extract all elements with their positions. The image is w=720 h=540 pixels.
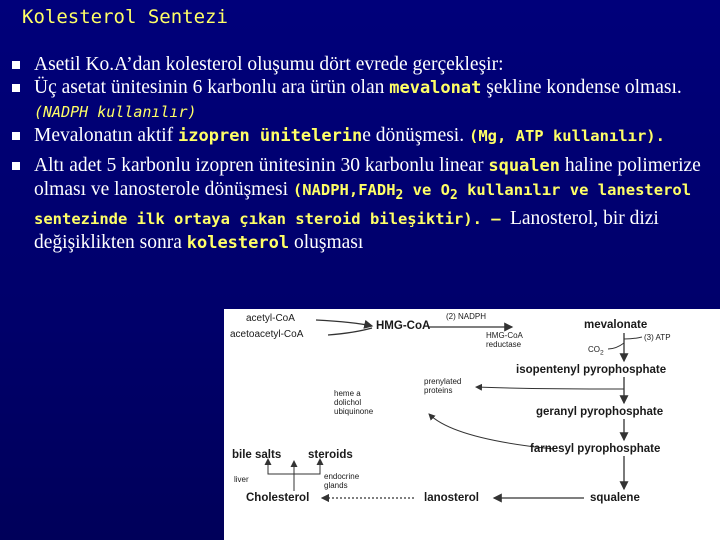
square-bullet-icon [12, 132, 20, 140]
label-acetyl-coa: acetyl-CoA [246, 313, 295, 324]
label-endocrine-1: endocrine [324, 472, 360, 481]
dash: – [481, 210, 510, 229]
bullet-text: Mevalonatın aktif [34, 125, 179, 146]
label-co2: $CO_2$ [588, 345, 604, 357]
label-isopentenyl-pyrophosphate: isopentenyl pyrophosphate [516, 364, 667, 376]
label-ubiquinone: ubiquinone [334, 407, 374, 416]
bullet-text: oluşması [289, 232, 364, 254]
label-reductase-1: HMG-CoA [486, 331, 523, 340]
label-reductase-2: reductase [486, 340, 522, 349]
square-bullet-icon [12, 84, 20, 92]
label-acetoacetyl-coa: acetoacetyl-CoA [230, 329, 304, 340]
cholesterol-pathway-diagram [224, 309, 720, 540]
label-prenylated-1: prenylated [424, 377, 462, 386]
bullet-item-1 [12, 53, 712, 76]
label-heme-a: heme a [334, 389, 361, 398]
label-nadph: (2) NADPH [446, 312, 487, 321]
label-prenylated-2: proteins [424, 386, 453, 395]
label-mevalonate: mevalonate [584, 319, 648, 331]
bullet-text: şekline kondense olması. [481, 77, 682, 98]
bullet-text: Altı adet 5 karbonlu izopren ünitesinin 30 karbonlu linear [34, 155, 489, 176]
label-lanosterol: lanosterol [424, 492, 479, 504]
label-bile-salts: bile salts [232, 449, 282, 461]
label-hmg-coa: HMG-CoA [376, 320, 431, 332]
label-geranyl-pyrophosphate: geranyl pyrophosphate [536, 406, 664, 418]
slide-title: Kolesterol Sentezi [22, 6, 228, 28]
bullet-note: (NADPH kullanılır) [34, 103, 197, 121]
keyword-squalen: squalen [488, 156, 561, 176]
bullet-list [12, 53, 712, 255]
label-farnesyl-pyrophosphate: farnesyl pyrophosphate [530, 443, 661, 455]
bullet-text: Üç asetat ünitesinin 6 karbonlu ara ürün olan [34, 77, 390, 98]
label-squalene: squalene [590, 492, 640, 504]
square-bullet-icon [12, 162, 20, 170]
keyword-mevalonat: mevalonat [389, 78, 482, 98]
bullet-text: Lanosterol, bir dizi değişiklikten sonra [34, 208, 659, 254]
label-atp: (3) ATP [644, 333, 671, 342]
keyword-kolesterol: kolesterol [186, 233, 290, 254]
label-steroids: steroids [308, 449, 353, 461]
bullet-text: haline polimerize olması ve lanosterole dönüşmesi [34, 155, 701, 200]
square-bullet-icon [12, 61, 20, 69]
pathway-arrows [224, 309, 720, 540]
bullet-note: ($NADPH,FADH_2$ ve $O_2$ kullanılır ve lanesterol sentezinde ilk ortaya çıkan steroid bileşiktir). [34, 181, 692, 229]
bullet-item-4 [12, 154, 712, 255]
label-cholesterol: Cholesterol [246, 492, 310, 504]
bullet-note: (Mg, ATP kullanılır). [468, 127, 665, 145]
bullet-item-2 [12, 76, 712, 124]
label-liver: liver [234, 475, 249, 484]
bullet-text: e dönüşmesi. [362, 125, 469, 146]
label-dolichol: dolichol [334, 398, 362, 407]
bullet-text: Asetil Ko.A’dan kolesterol oluşumu dört evrede gerçekleşir: [34, 54, 504, 75]
keyword-izopren: izopren ünitelerin [178, 126, 363, 146]
label-endocrine-2: glands [324, 481, 348, 490]
bullet-item-3 [12, 124, 712, 148]
